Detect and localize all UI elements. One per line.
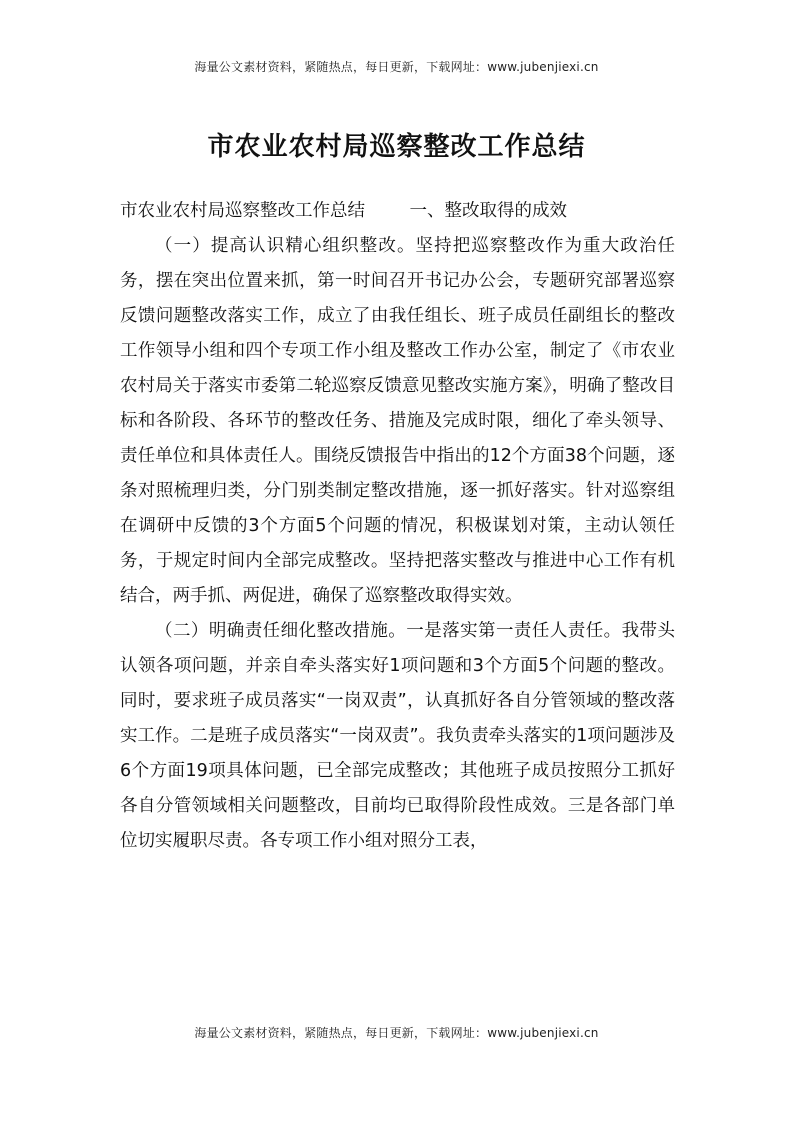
lead-doc-name: 市农业农村局巡察整改工作总结 (120, 201, 365, 221)
section-heading: 一、整改取得的成效 (409, 201, 568, 221)
lead-line (120, 194, 675, 229)
document-body (120, 194, 675, 859)
paragraph-1: （一）提高认识精心组织整改。坚持把巡察整改作为重大政治任务，摆在突出位置来抓，第一时间召开书记办公会，专题研究部署巡察反馈问题整改落实工作，成立了由我任组长、班子成员任副组长的整改工作领导小组和四个专项工作小组及整改工作办公室，制定了《市农业农村局关于落实市委第二轮巡察反馈意见整改实施方案》，明确了整改目标和各阶段、各环节的整改任务、措施及完成时限，细化了牵头领导、责任单位和具体责任人。围绕反馈报告中指出的12个方面38个问题，逐条对照梳理归类，分门别类制定整改措施，逐一抓好落实。针对巡察组在调研中反馈的3个方面5个问题的情况，积极谋划对策，主动认领任务，于规定时间内全部完成整改。坚持把落实整改与推进中心工作有机结合，两手抓、两促进，确保了巡察整改取得实效。 (120, 236, 675, 606)
page-footer: 海量公文素材资料，紧随热点，每日更新，下载网址：www.jubenjiexi.cn (194, 1026, 599, 1040)
page-header: 海量公文素材资料，紧随热点，每日更新，下载网址：www.jubenjiexi.cn (194, 60, 599, 74)
document-title: 市农业农村局巡察整改工作总结 (207, 132, 586, 162)
paragraph-2: （二）明确责任细化整改措施。一是落实第一责任人责任。我带头认领各项问题，并亲自牵头落实好1项问题和3个方面5个问题的整改。同时，要求班子成员落实“一岗双责”，认真抓好各自分管领域的整改落实工作。二是班子成员落实“一岗双责”。我负责牵头落实的1项问题涉及6个方面19项具体问题，已全部完成整改；其他班子成员按照分工抓好各自分管领域相关问题整改，目前均已取得阶段性成效。三是各部门单位切实履职尽责。各专项工作小组对照分工表， (120, 621, 675, 851)
